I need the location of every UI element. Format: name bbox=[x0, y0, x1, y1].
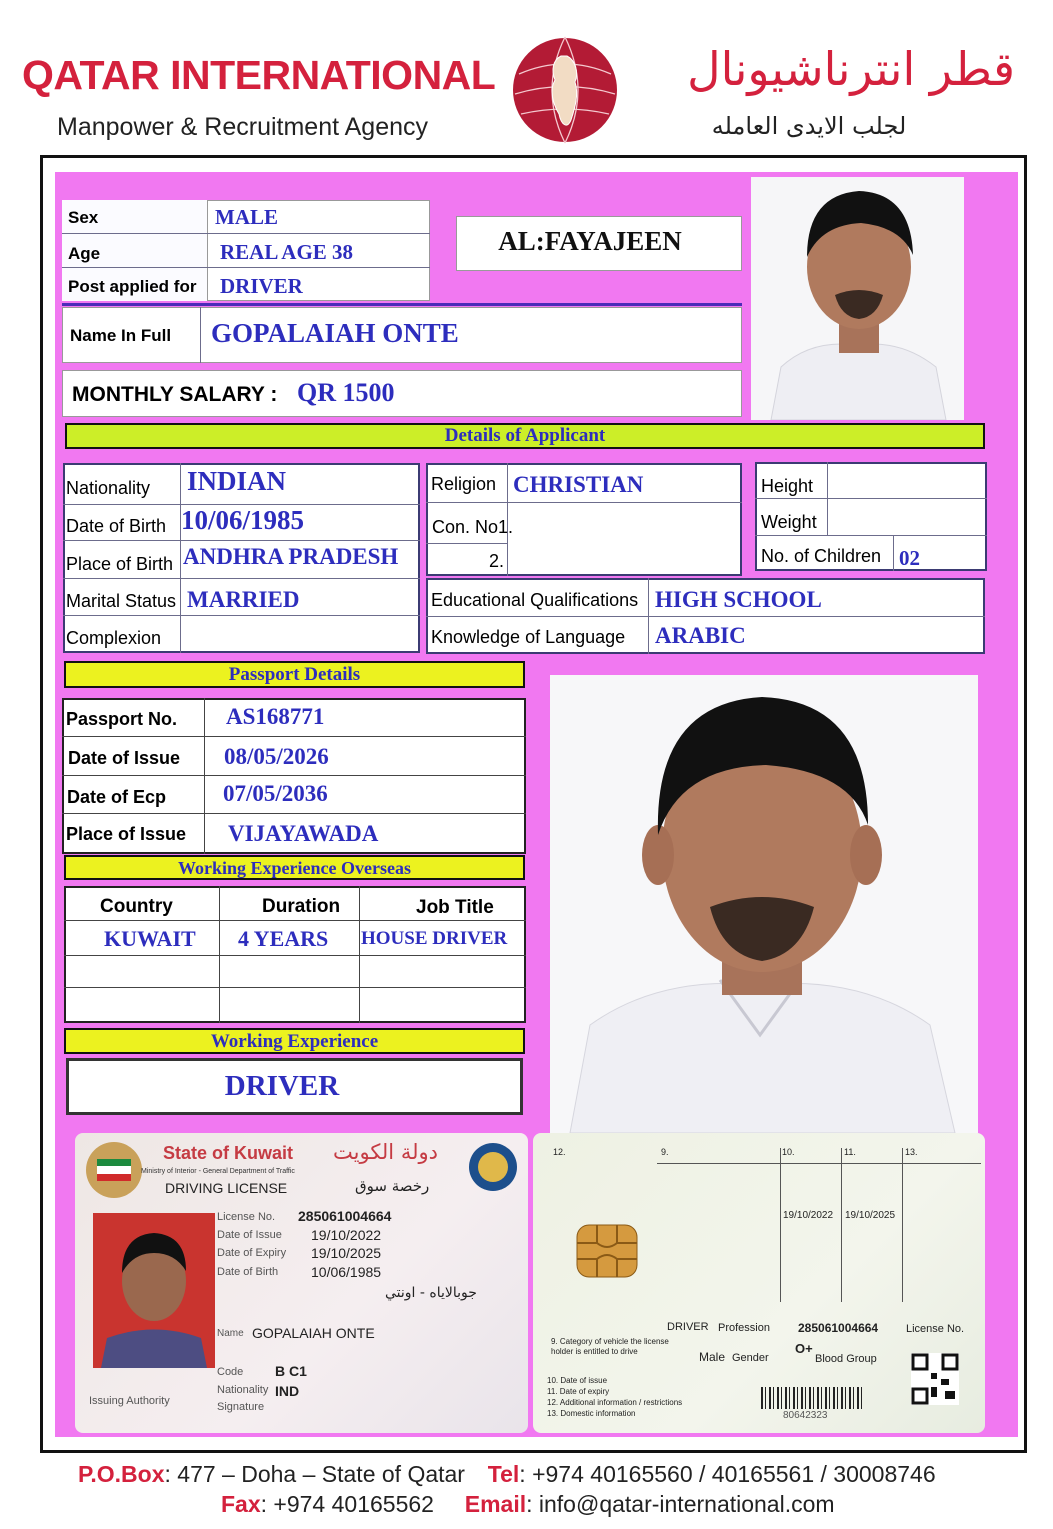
age-value: REAL AGE 38 bbox=[220, 240, 354, 264]
license-front-birth-label: Date of Birth bbox=[217, 1266, 279, 1278]
passport-place-value: VIJAYAWADA bbox=[228, 821, 379, 846]
chip-icon bbox=[575, 1223, 639, 1279]
religion-value: CHRISTIAN bbox=[513, 472, 644, 497]
passport-place-label: Place of Issue bbox=[66, 824, 187, 844]
license-title-ar: رخصة سوق bbox=[355, 1177, 430, 1195]
license-title-en: DRIVING LICENSE bbox=[165, 1180, 288, 1196]
company-subtitle-ar: لجلب الايدى العامله bbox=[711, 112, 907, 140]
footer-fax-label: Fax bbox=[221, 1491, 261, 1517]
license-back-date-issue: 19/10/2022 bbox=[783, 1210, 834, 1221]
nationality-value: INDIAN bbox=[187, 466, 287, 496]
license-back-gender-label: Gender bbox=[732, 1352, 769, 1364]
footer-line-1 bbox=[78, 1461, 1018, 1488]
pob-label: Place of Birth bbox=[66, 554, 174, 574]
license-back-license-no-label: License No. bbox=[906, 1323, 965, 1335]
license-back-note-4: 13. Domestic information bbox=[547, 1409, 636, 1418]
back-col-13: 13. bbox=[905, 1147, 918, 1157]
company-name-ar: قطر انترناشيونال bbox=[687, 42, 1015, 96]
agency-ref: AL:FAYAJEEN bbox=[498, 226, 682, 256]
license-front-no: 285061004664 bbox=[298, 1208, 392, 1224]
license-back-card bbox=[533, 1133, 985, 1433]
license-back-note-1: 10. Date of issue bbox=[547, 1376, 608, 1385]
gcc-emblem-icon bbox=[467, 1141, 519, 1193]
name-underline bbox=[62, 303, 742, 306]
religion-label: Religion bbox=[431, 474, 497, 494]
overseas-header-country: Country bbox=[100, 896, 173, 917]
salary-value: QR 1500 bbox=[297, 378, 395, 407]
passport-expiry-value: 07/05/2036 bbox=[223, 781, 328, 806]
footer-fax: : +974 40165562 bbox=[260, 1491, 434, 1517]
license-front-no-label: License No. bbox=[217, 1211, 276, 1223]
children-label: No. of Children bbox=[761, 546, 882, 566]
license-ministry: Ministry of Interior - General Department of Traffic bbox=[141, 1168, 295, 1175]
license-photo bbox=[93, 1213, 215, 1368]
experience-value: DRIVER bbox=[224, 1070, 340, 1102]
license-front-birth: 10/06/1985 bbox=[311, 1264, 382, 1280]
contact1-label: Con. No1. bbox=[432, 517, 514, 537]
license-back-blood-label: Blood Group bbox=[815, 1353, 877, 1365]
passport-heading: Passport Details bbox=[64, 661, 525, 688]
sex-value: MALE bbox=[215, 205, 278, 229]
license-front-authority-label: Issuing Authority bbox=[89, 1395, 170, 1407]
license-front-expiry: 19/10/2025 bbox=[311, 1245, 382, 1261]
applicant-photo-small bbox=[751, 177, 964, 420]
license-front-code-label: Code bbox=[217, 1366, 244, 1378]
overseas-job: HOUSE DRIVER bbox=[361, 928, 508, 949]
license-back-date-expiry: 19/10/2025 bbox=[845, 1210, 896, 1221]
license-front-expiry-label: Date of Expiry bbox=[217, 1247, 287, 1259]
applicant-photo-large bbox=[550, 675, 978, 1133]
license-state-en: State of Kuwait bbox=[163, 1143, 294, 1163]
company-name-en: QATAR INTERNATIONAL bbox=[22, 52, 496, 98]
license-front-name-ar: جوبالاياه - اونتي bbox=[385, 1285, 477, 1301]
license-front-nationality: IND bbox=[275, 1383, 300, 1399]
overseas-header-job: Job Title bbox=[416, 897, 494, 918]
footer-pobox: : 477 – Doha – State of Qatar bbox=[164, 1461, 465, 1487]
footer-pobox-label: P.O.Box bbox=[78, 1461, 165, 1487]
license-back-blood-value: O+ bbox=[795, 1341, 813, 1356]
details-heading: Details of Applicant bbox=[65, 423, 985, 449]
marital-value: MARRIED bbox=[187, 587, 300, 612]
overseas-header-duration: Duration bbox=[262, 896, 341, 917]
license-front-issue-label: Date of Issue bbox=[217, 1229, 282, 1241]
name-label: Name In Full bbox=[70, 326, 172, 345]
age-label: Age bbox=[68, 244, 101, 263]
license-front-card bbox=[75, 1133, 528, 1433]
height-label: Height bbox=[761, 476, 814, 496]
passport-issue-label: Date of Issue bbox=[68, 748, 181, 768]
license-front-name-label: Name bbox=[217, 1328, 244, 1339]
qr-code-icon bbox=[911, 1353, 959, 1405]
back-col-11: 11. bbox=[844, 1147, 856, 1157]
company-subtitle-en: Manpower & Recruitment Agency bbox=[57, 113, 429, 141]
license-back-gender-value: Male bbox=[699, 1350, 726, 1364]
footer-email-label[interactable]: Email bbox=[464, 1491, 527, 1517]
complexion-label: Complexion bbox=[66, 628, 162, 648]
dob-label: Date of Birth bbox=[66, 516, 167, 536]
license-back-profession-value: DRIVER bbox=[667, 1321, 709, 1333]
license-back-note-3: 12. Additional information / restrictions bbox=[547, 1398, 683, 1407]
license-back-profession-label: Profession bbox=[718, 1322, 770, 1334]
license-front-name: GOPALAIAH ONTE bbox=[252, 1325, 375, 1341]
education-value: HIGH SCHOOL bbox=[655, 587, 822, 612]
barcode-number: 80642323 bbox=[783, 1410, 828, 1421]
license-back-license-no: 285061004664 bbox=[798, 1321, 879, 1335]
pob-value: ANDHRA PRADESH bbox=[183, 544, 399, 569]
language-value: ARABIC bbox=[655, 623, 746, 648]
license-back-note-0: 9. Category of vehicle the license holder is entitled to drive bbox=[551, 1337, 669, 1356]
license-front-nationality-label: Nationality bbox=[217, 1384, 269, 1396]
post-value: DRIVER bbox=[220, 274, 303, 298]
license-front-signature-label: Signature bbox=[217, 1401, 265, 1413]
education-label: Educational Qualifications bbox=[431, 590, 639, 610]
passport-issue-value: 08/05/2026 bbox=[224, 744, 329, 769]
back-col-10: 10. bbox=[782, 1147, 795, 1157]
license-back-note-2: 11. Date of expiry bbox=[547, 1387, 610, 1396]
kuwait-emblem-icon bbox=[83, 1139, 145, 1201]
license-state-ar: دولة الكويت bbox=[333, 1140, 438, 1164]
footer-email-link[interactable]: : info@qatar-international.com bbox=[526, 1491, 835, 1517]
footer-tel: : +974 40165560 / 40165561 / 30008746 bbox=[519, 1461, 936, 1487]
globe-logo-icon bbox=[509, 34, 621, 146]
experience-heading: Working Experience bbox=[64, 1028, 525, 1054]
weight-label: Weight bbox=[761, 512, 817, 532]
passport-no-label: Passport No. bbox=[66, 709, 178, 729]
children-value: 02 bbox=[899, 546, 920, 570]
overseas-heading: Working Experience Overseas bbox=[64, 855, 525, 880]
license-front-issue: 19/10/2022 bbox=[311, 1227, 382, 1243]
footer-line-2 bbox=[221, 1491, 1001, 1518]
license-front-code: B C1 bbox=[275, 1363, 307, 1379]
nationality-label: Nationality bbox=[66, 478, 151, 498]
sex-label: Sex bbox=[68, 208, 99, 227]
back-col-9: 9. bbox=[661, 1147, 669, 1157]
name-value: GOPALAIAH ONTE bbox=[211, 318, 459, 348]
footer-tel-label: Tel bbox=[487, 1461, 520, 1487]
barcode-icon bbox=[761, 1387, 865, 1409]
post-label: Post applied for bbox=[68, 277, 197, 296]
passport-no-value: AS168771 bbox=[226, 704, 325, 729]
overseas-country: KUWAIT bbox=[104, 926, 196, 951]
license-back-grid bbox=[657, 1163, 981, 1302]
contact2-label: 2. bbox=[489, 551, 505, 571]
dob-value: 10/06/1985 bbox=[181, 505, 305, 535]
overseas-duration: 4 YEARS bbox=[238, 926, 329, 951]
language-label: Knowledge of Language bbox=[431, 627, 626, 647]
back-col-12: 12. bbox=[553, 1147, 566, 1157]
marital-label: Marital Status bbox=[66, 591, 177, 611]
passport-expiry-label: Date of Ecp bbox=[67, 787, 167, 807]
salary-label: MONTHLY SALARY : bbox=[72, 383, 278, 406]
